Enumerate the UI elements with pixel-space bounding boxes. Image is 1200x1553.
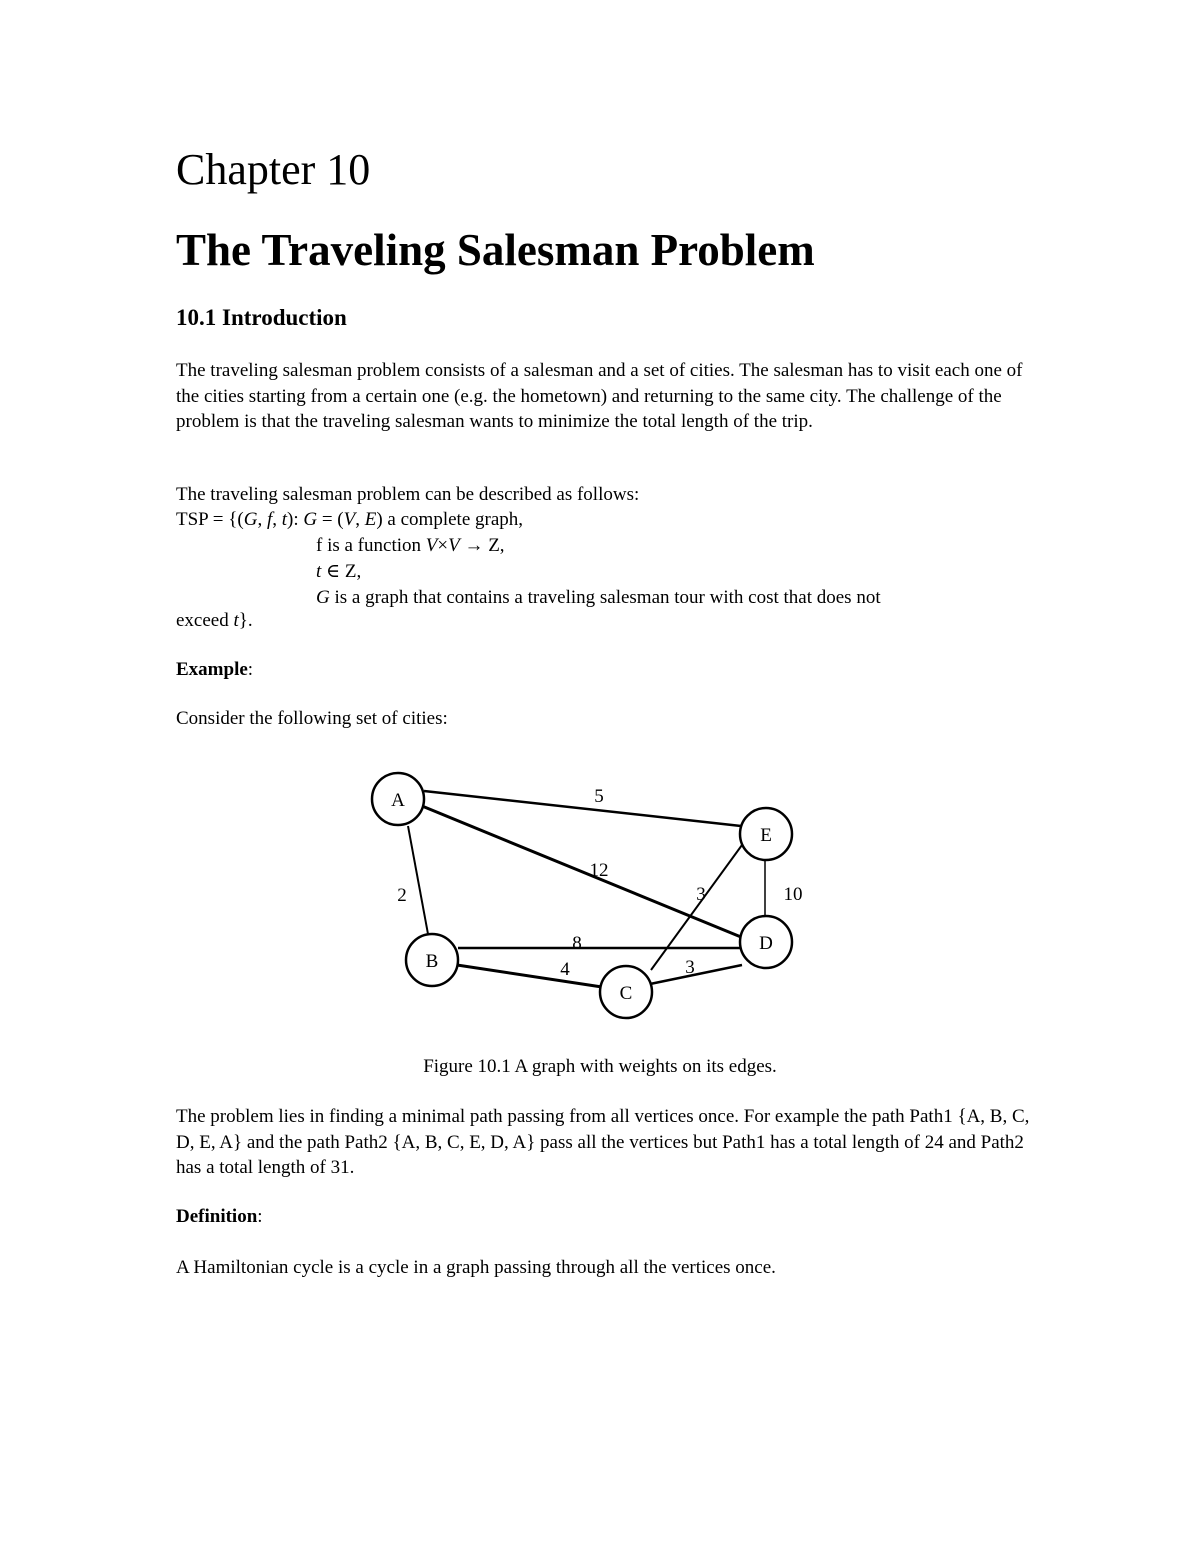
tsp-definition-line-1: TSP = {(G, f, t): G = (V, E) a complete graph, bbox=[176, 509, 524, 530]
edge-e-c bbox=[651, 845, 742, 970]
edge-b-c bbox=[457, 965, 602, 987]
node-a-label: A bbox=[391, 790, 405, 811]
weight-a-d: 12 bbox=[589, 860, 609, 881]
tsp-definition-line-5: exceed t}. bbox=[176, 610, 253, 631]
edge-c-d bbox=[650, 965, 742, 984]
weight-c-d: 3 bbox=[685, 957, 695, 978]
weight-e-d: 10 bbox=[783, 884, 803, 905]
chapter-heading: Chapter 10 bbox=[176, 145, 371, 194]
node-d-label: D bbox=[759, 933, 773, 954]
weight-a-e: 5 bbox=[594, 786, 604, 807]
intro-paragraph: The traveling salesman problem consists of a salesman and a set of cities. The salesman has to visit each one of the cities starting from a certain one (e.g. the hometown) and returning to the same city. The challenge of the problem is that the traveling salesman wants to minimize the total length of the trip. bbox=[176, 360, 1023, 432]
tsp-definition-line-2: f is a function V×V → Z, bbox=[316, 535, 505, 556]
consider-line: Consider the following set of cities: bbox=[176, 708, 448, 729]
figure-caption: Figure 10.1 A graph with weights on its edges. bbox=[423, 1056, 777, 1077]
problem-paragraph: The problem lies in finding a minimal path passing from all vertices once. For example the path Path1 {A, B, C, D, E, A} and the path Path2 {A, B, C, E, D, A} pass all the vertices but Path1 has a total length of 24 and Path2 has a total length of 31. bbox=[176, 1106, 1030, 1178]
definition-label: Definition: bbox=[176, 1206, 263, 1227]
weight-b-c: 4 bbox=[560, 959, 570, 980]
weight-a-b: 2 bbox=[397, 885, 407, 906]
chapter-title: The Traveling Salesman Problem bbox=[176, 225, 815, 275]
weight-b-d: 8 bbox=[572, 933, 582, 954]
example-label: Example: bbox=[176, 659, 254, 680]
node-b-label: B bbox=[425, 951, 439, 972]
definition-text: A Hamiltonian cycle is a cycle in a graph passing through all the vertices once. bbox=[176, 1257, 776, 1278]
node-e-label: E bbox=[760, 825, 772, 846]
weighted-graph-figure bbox=[340, 760, 820, 1040]
edge-a-b bbox=[408, 826, 428, 934]
weight-e-c: 3 bbox=[696, 884, 706, 905]
node-c-label: C bbox=[619, 983, 633, 1004]
tsp-definition-line-3: t ∈ Z, bbox=[316, 561, 362, 582]
description-line: The traveling salesman problem can be described as follows: bbox=[176, 484, 640, 505]
tsp-definition-line-4: G is a graph that contains a traveling salesman tour with cost that does not bbox=[316, 587, 881, 608]
section-heading: 10.1 Introduction bbox=[176, 305, 347, 330]
edge-a-e bbox=[424, 791, 741, 826]
edge-a-d bbox=[422, 806, 741, 937]
